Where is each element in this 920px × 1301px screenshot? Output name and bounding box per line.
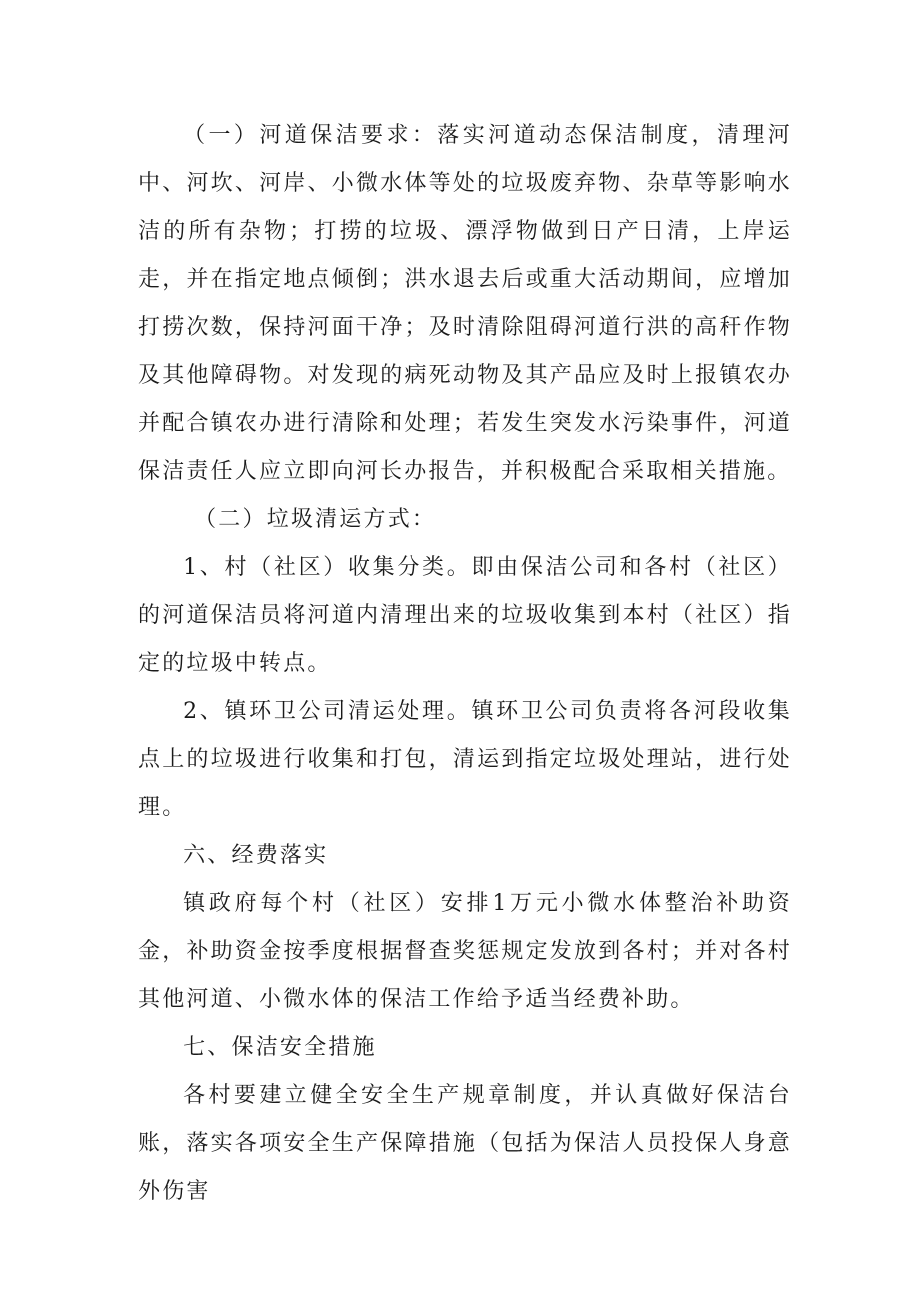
paragraph-safety-measures: 各村要建立健全安全生产规章制度，并认真做好保洁台账，落实各项安全生产保障措施（包括为保洁人员投保人身意外伤害 <box>138 1083 792 1204</box>
paragraph-funding: 镇政府每个村（社区）安排1万元小微水体整治补助资金，补助资金按季度根据督查奖惩规定发放到各村；并对各村其他河道、小微水体的保洁工作给予适当经费补助。 <box>138 891 792 1012</box>
heading-section-seven: 七、保洁安全措施 <box>183 1035 377 1060</box>
paragraph-village-collection: 1、村（社区）收集分类。即由保洁公司和各村（社区）的河道保洁员将河道内清理出来的垃圾收集到本村（社区）指定的垃圾中转点。 <box>138 555 792 676</box>
paragraph-river-cleaning-requirements: （一）河道保洁要求：落实河道动态保洁制度，清理河中、河坎、河岸、小微水体等处的垃圾废弃物、杂草等影响水洁的所有杂物；打捞的垃圾、漂浮物做到日产日清，上岸运走，并在指定地点倾倒；洪水退去后或重大活动期间，应增加打捞次数，保持河面干净；及时清除阻碍河道行洪的高秆作物及其他障碍物。对发现的病死动物及其产品应及时上报镇农办并配合镇农办进行清除和处理；若发生突发水污染事件，河道保洁责任人应立即向河长办报告，并积极配合采取相关措施。 <box>138 123 792 484</box>
paragraph-town-sanitation: 2、镇环卫公司清运处理。镇环卫公司负责将各河段收集点上的垃圾进行收集和打包，清运到指定垃圾处理站，进行处理。 <box>138 699 792 820</box>
document-body <box>138 112 792 1216</box>
heading-section-six: 六、经费落实 <box>183 843 329 868</box>
heading-garbage-transport: （二）垃圾清运方式： <box>194 507 437 532</box>
